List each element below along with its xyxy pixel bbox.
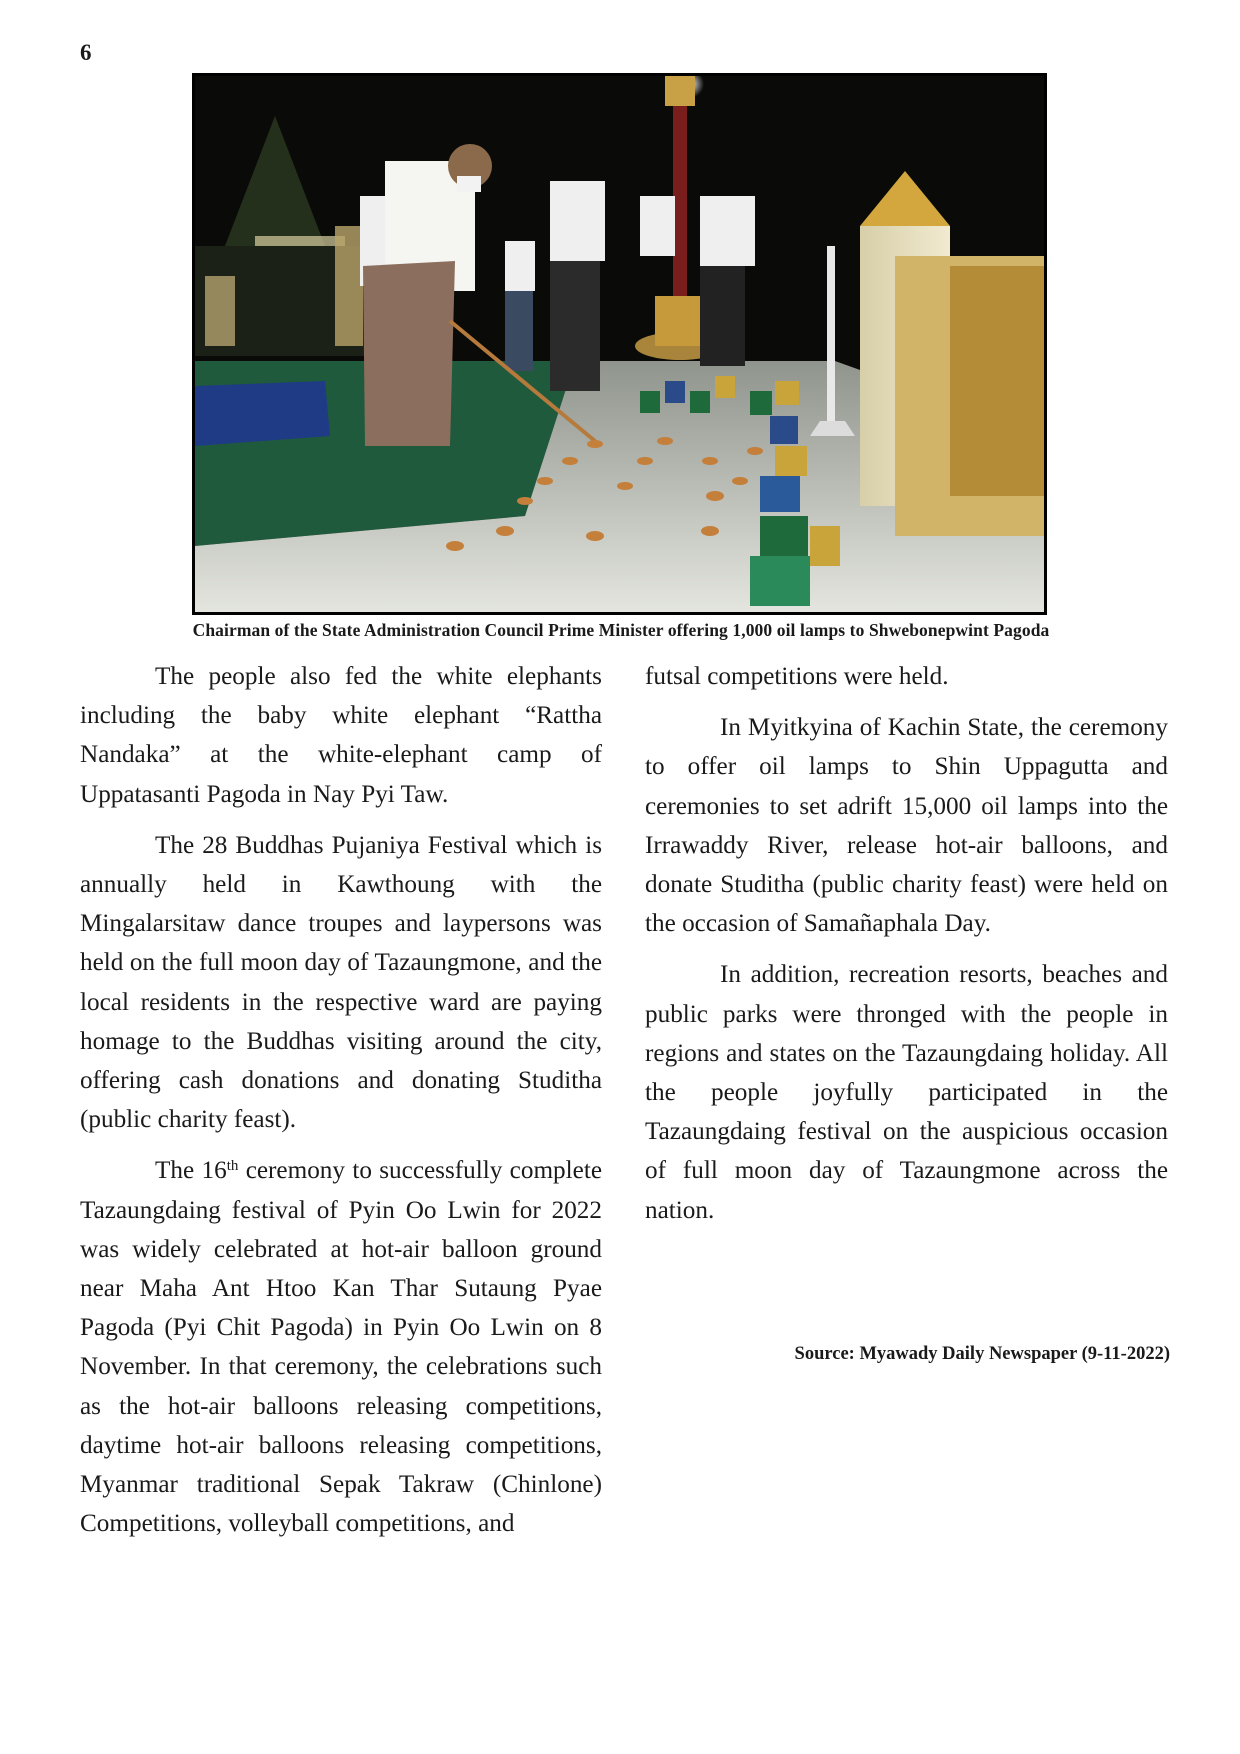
page-number: 6 <box>80 40 92 65</box>
source-credit: Source: Myawady Daily Newspaper (9-11-2022) <box>794 1344 1170 1364</box>
paragraph: In addition, recreation resorts, beaches and public parks were thronged with the people in regions and states on the Tazaungdaing holiday. All the people joyfully participated in the Tazaungdaing festival on the auspicious occasion of full moon day of Tazaungmone across the nation. <box>645 961 1168 1224</box>
paragraph-text: The 16 <box>155 1157 227 1185</box>
article-column-right <box>645 657 1168 1242</box>
paragraph-text: ceremony to successfully complete Tazaungdaing festival of Pyin Oo Lwin for 2022 was widely celebrated at hot-air balloon ground near Maha Ant Htoo Kan Thar Sutaung Pyae Pagoda (Pyi Chit Pagoda) in Pyin Oo Lwin on 8 November. In that ceremony, the celebrations such as the hot-air balloons releasing competitions, daytime hot-air balloons releasing competitions, Myanmar traditional Sepak Takraw (Chinlone) Competitions, volleyball competitions, and <box>80 1157 602 1538</box>
paragraph: The 28 Buddhas Pujaniya Festival which is annually held in Kawthoung with the Mingalarsitaw dance troupes and laypersons was held on the full moon day of Tazaungmone, and the local residents in the respective ward are paying homage to the Buddhas visiting around the city, offering cash donations and donating Studitha (public charity feast). <box>80 831 602 1134</box>
article-column-left <box>80 657 602 1555</box>
photo-caption: Chairman of the State Administration Council Prime Minister offering 1,000 oil lamps to Shwebonepwint Pagoda <box>192 620 1050 640</box>
photo-icon <box>195 76 1044 612</box>
news-photo <box>192 73 1047 615</box>
paragraph <box>80 1151 602 1543</box>
paragraph: The people also fed the white elephants including the baby white elephant “Rattha Nandaka” at the white-elephant camp of Uppatasanti Pagoda in Nay Pyi Taw. <box>80 663 602 808</box>
paragraph: futsal competitions were held. <box>645 663 949 690</box>
superscript: th <box>226 1158 239 1175</box>
paragraph: In Myitkyina of Kachin State, the ceremony to offer oil lamps to Shin Uppagutta and ceremonies to set adrift 15,000 oil lamps into the Irrawaddy River, release hot-air balloons, and donate Studitha (public charity feast) were held on the occasion of Samañaphala Day. <box>645 714 1168 938</box>
